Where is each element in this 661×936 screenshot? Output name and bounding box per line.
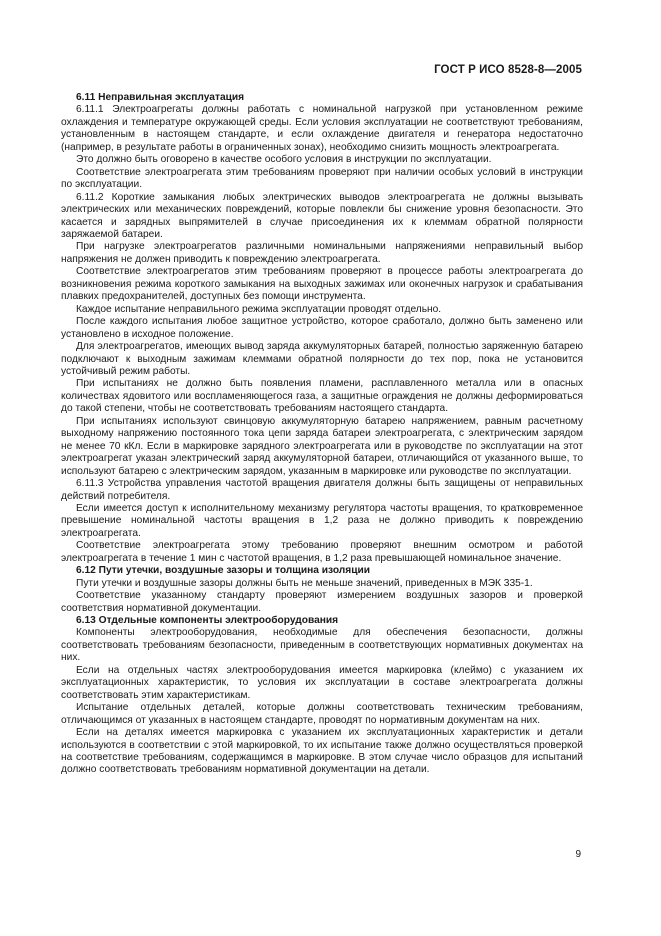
paragraph: Пути утечки и воздушные зазоры должны быть не меньше значений, приведенных в МЭК 335-1. <box>76 577 533 589</box>
paragraph: Испытание отдельных деталей, которые должны соответствовать техническим требованиям, отличающимся от указанных в настоящем стандарте, проводят по нормативным документам на них. <box>61 702 583 726</box>
paragraph: Если на деталях имеется маркировка с указанием их эксплуатационных характеристик и детали используются в соответствии с этой маркировкой, то их испытание также должно осуществляться проверкой на соответствие требованиям, содержащимся в маркировке. В этом случае число образцов для испытаний должно соответствовать требованиям нормативной документации на детали. <box>61 727 583 776</box>
paragraph: При испытаниях используют свинцовую аккумуляторную батарею напряжением, равным расчетному выходному напряжению постоянного тока цепи заряда батареи электроагрегата, с электрическим зарядом не менее 70 кКл. Если в маркировке зарядного электроагрегата или в руководстве по эксплуатации на этот электроагрегат указан электрический заряд аккумуляторной батареи, отличающийся от указанного выше, то используют батарею с электрическим зарядом, указанным в маркировке или руководстве по эксплуатации. <box>61 415 583 477</box>
paragraph: Соответствие электроагрегата этому требованию проверяют внешним осмотром и работой электроагрегата в течение 1 мин с частотой вращения, в 1,2 раза превышающей номинальное значение. <box>61 540 583 564</box>
paragraph: Это должно быть оговорено в качестве особого условия в инструкции по эксплуатации. <box>76 154 492 166</box>
paragraph: 6.11.1 Электроагрегаты должны работать с номинальной нагрузкой при установленном режиме охлаждения и температуре окружающей среды. Если условия эксплуатации не соответствуют требованиям, установленным в настоящем стандарте, и если охлаждение двигателя и генератора недостаточно (например, в результате работы в ограниченных зонах), необходимо снизить мощность электроагрегата. <box>61 104 583 153</box>
paragraph: Если имеется доступ к исполнительному механизму регулятора частоты вращения, то кратковременное превышение номинальной частоты вращения в 1,2 раза не должно приводить к повреждению электроагрегата. <box>61 502 583 539</box>
page-number: 9 <box>575 849 581 860</box>
section-heading-6-13: 6.13 Отдельные компоненты электрооборудования <box>76 615 339 627</box>
paragraph: Соответствие указанному стандарту проверяют измерением воздушных зазоров и проверкой соответствия нормативной документации. <box>61 590 583 614</box>
paragraph: Соответствие электроагрегатов этим требованиям проверяют в процессе работы электроагрегата до возникновения режима короткого замыкания на выходных зажимах или оконечных нагрузок и срабатывания плавких предохранителей, доступных без помощи инструмента. <box>61 266 583 303</box>
paragraph: Если на отдельных частях электрооборудования имеется маркировка (клеймо) с указанием их эксплуатационных характеристик, то условия их эксплуатации в составе электроагрегата должны соответствовать этим характеристикам. <box>61 664 583 701</box>
paragraph: После каждого испытания любое защитное устройство, которое сработало, должно быть заменено или установлено в исходное положение. <box>61 316 583 340</box>
paragraph: Компоненты электрооборудования, необходимые для обеспечения безопасности, должны соответствовать требованиям безопасности, приведенным в соответствующих нормативных документах на них. <box>61 627 583 664</box>
document-body <box>61 92 583 777</box>
section-heading-6-11: 6.11 Неправильная эксплуатация <box>76 92 245 103</box>
paragraph: При испытаниях не должно быть появления пламени, расплавленного металла или в опасных количествах ядовитого или воспламеняющегося газа, а защитные ограждения не должны деформироваться до такой степени, чтобы не соответствовать требованиям настоящего стандарта. <box>61 378 583 415</box>
paragraph: Для электроагрегатов, имеющих вывод заряда аккумуляторных батарей, полностью заряженную батарею подключают к выходным зажимам клеммами обратной полярности до тех пор, пока не установится устойчивый режим работы. <box>61 341 583 377</box>
paragraph: 6.11.2 Короткие замыкания любых электрических выводов электроагрегата не должны вызывать электрических или механических повреждений, которые повлекли бы снижение уровня безопасности. Это касается и зарядных выпрямителей в случае присоединения их к клеммам обратной полярности заряжаемой батареи. <box>61 191 583 240</box>
paragraph: Соответствие электроагрегата этим требованиям проверяют при наличии особых условий в инструкции по эксплуатации. <box>61 166 583 191</box>
paragraph: При нагрузке электроагрегатов различными номинальными напряжениями неправильный выбор напряжения не должен приводить к повреждению электроагрегата. <box>61 241 583 265</box>
section-heading-6-12: 6.12 Пути утечки, воздушные зазоры и толщина изоляции <box>76 565 371 577</box>
paragraph: Каждое испытание неправильного режима эксплуатации проводят отдельно. <box>76 303 442 315</box>
document-code: ГОСТ Р ИСО 8528-8—2005 <box>434 64 582 76</box>
paragraph: 6.11.3 Устройства управления частотой вращения двигателя должны быть защищены от неправильных действий потребителя. <box>61 478 583 502</box>
